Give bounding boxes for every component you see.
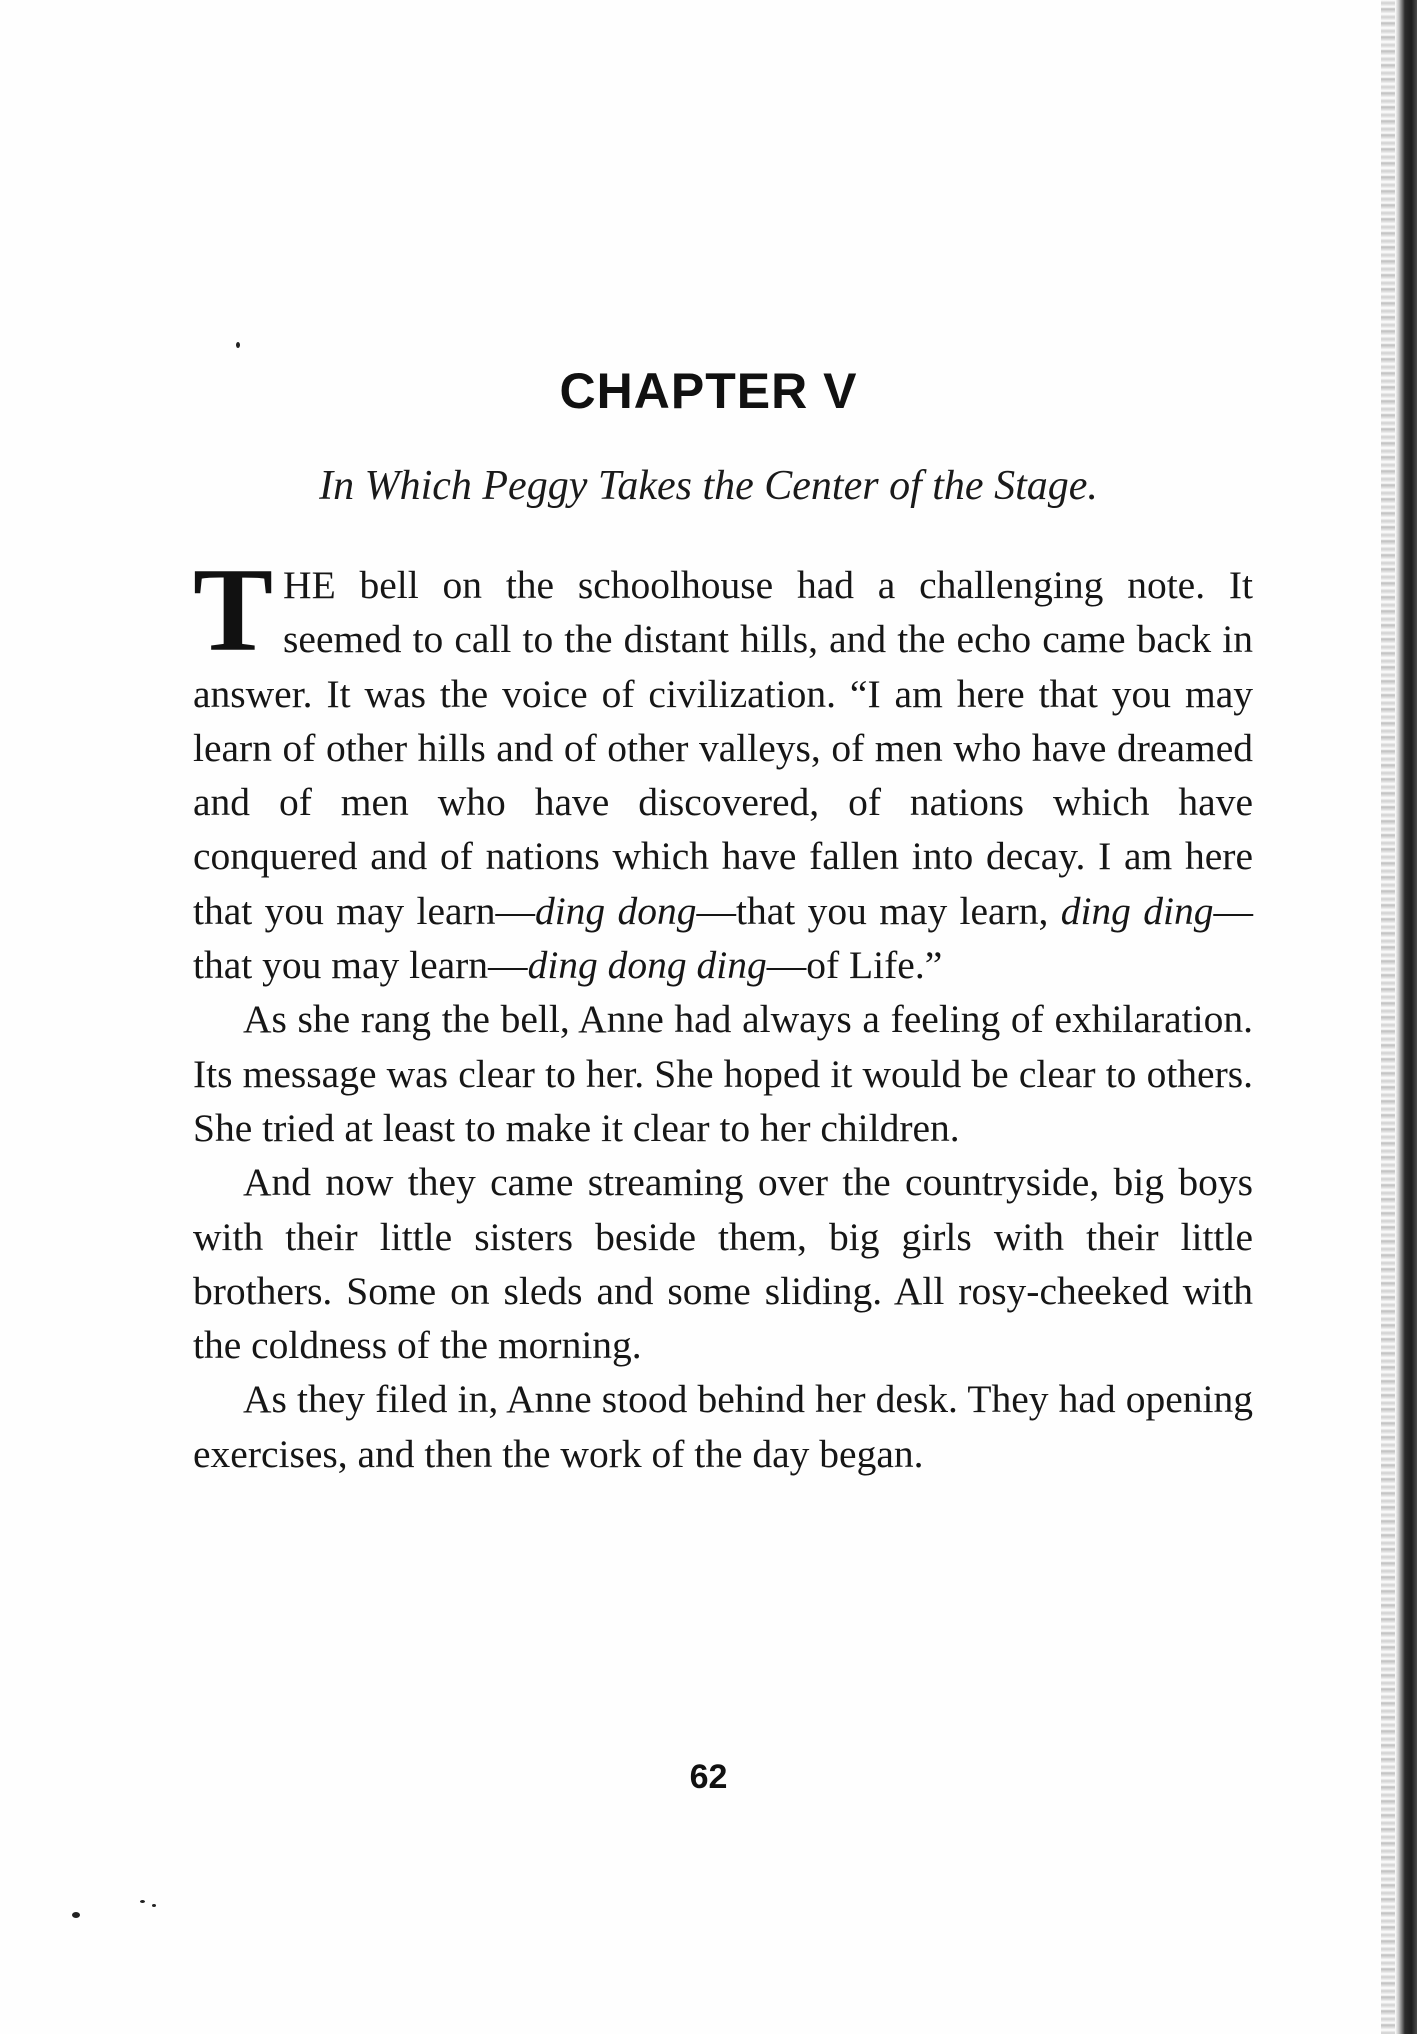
paragraph-2: As she rang the bell, Anne had always a feeling of exhilaration. Its message was clear to her. She hoped it would be clear to others. She tried at least to make it clear to her children.: [193, 997, 1253, 1150]
chapter-body: [193, 543, 1253, 1481]
paragraph-4: As they filed in, Anne stood behind her desk. They had opening exercises, and then the work of the day began.: [193, 1377, 1253, 1476]
scan-speck: [140, 1900, 145, 1903]
text-run: —of Life.”: [766, 943, 943, 988]
scan-spine-edge: [1395, 0, 1417, 2034]
text-run: —that you may learn—: [193, 888, 1253, 988]
drop-cap: T: [193, 543, 274, 676]
scan-speck: [72, 1912, 80, 1918]
page-number: 62: [689, 1758, 728, 1796]
paragraph-1: [193, 543, 1253, 992]
scan-speck: [152, 1904, 156, 1907]
paragraph-3: And now they came streaming over the countryside, big boys with their little sisters beside them, big girls with their little brothers. Some on sleds and some sliding. All rosy-cheeked with the coldness of the morning.: [193, 1160, 1253, 1368]
paragraph-1-text: [193, 563, 1253, 987]
italic-run: ding dong: [534, 888, 697, 933]
text-run: HE bell on the schoolhouse had a challenging note. It seemed to call to the distant hills, and the echo came back in answer. It was the voice of civilization. “I am here that you may learn of other hills and of other valleys, of men who have dreamed and of men who have discovered, of nations which have conquered and of nations which have fallen into decay. I am here that you may learn—: [193, 563, 1253, 933]
scan-spine-shadow: [1381, 0, 1395, 2034]
text-run: —that you may learn,: [696, 888, 1061, 933]
chapter-subtitle: In Which Peggy Takes the Center of the Stage.: [319, 463, 1098, 509]
scan-speck: [236, 342, 240, 348]
chapter-title: CHAPTER V: [559, 363, 858, 419]
italic-run: ding dong ding: [527, 943, 767, 988]
italic-run: ding ding: [1060, 888, 1214, 933]
